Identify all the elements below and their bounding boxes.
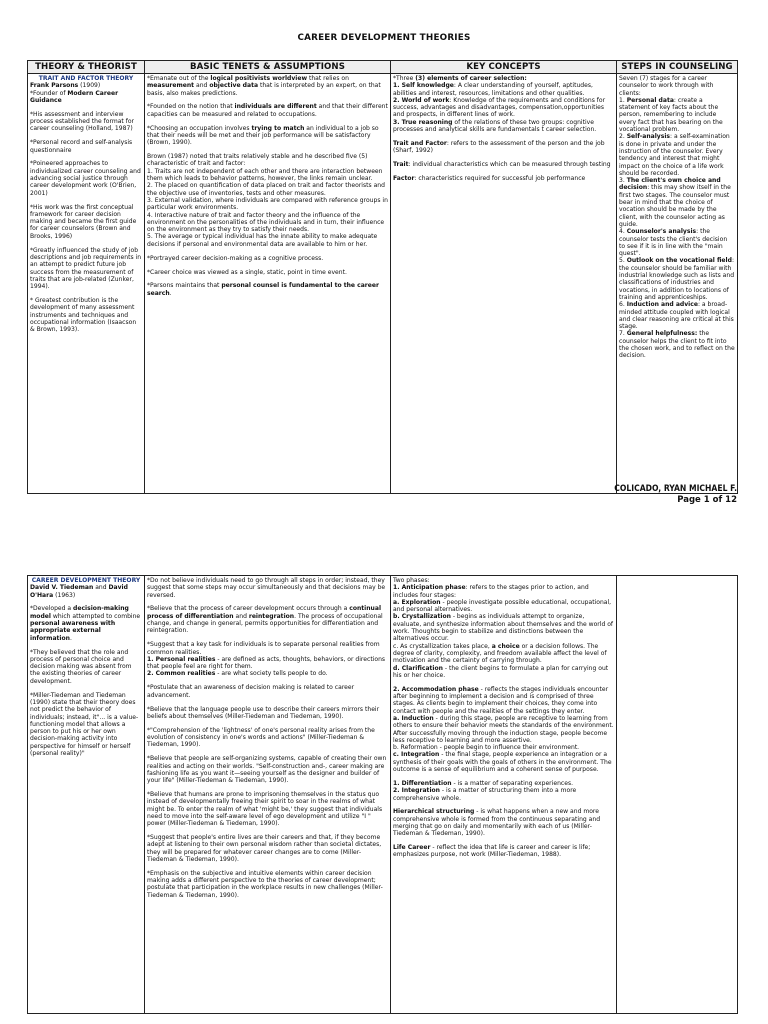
theory-cell xyxy=(28,576,145,1014)
concept: 2. Integration - is a matter of structuring them into a more comprehensive whole. xyxy=(393,787,577,802)
step: 1. Personal data: create a statement of key facts about the person, remembering to include every fact that has bearing on the vocational problem. xyxy=(619,96,723,134)
concept: Hierarchical structuring - is what happens when a new and more comprehensive whole is formed from the continuous separating and merging that go on daily and momentarily with each of us (Miller-Tiedeman & Tiedeman, 1990). xyxy=(393,808,601,838)
theory-note: *Developed a decision-making model which attempted to combine personal awareness with appropriate external information. xyxy=(30,605,141,642)
theory-note: *Greatly influenced the study of job descriptions and job requirements in an attempt to predict future job success from the measurement of traits that are job-related (Zunker, 1994). xyxy=(30,246,142,291)
header-theory: THEORY & THEORIST xyxy=(28,61,145,74)
step: 3. The client's own choice and decision: this may show itself in the first two stages. The counselor must bear in mind that the choice of vocation should be made by the client, with the counselor acting as guide. xyxy=(619,177,731,228)
tenet-brown: Brown (1987) noted that traits relatively stable and he described five (5) characteristic of trait and factor: 1. Traits are not independent of each other and there are interaction between them which leads to behavior patterns, however, the links remain unclear. 2. The placed on quantification of data placed on trait and factor theorists and the objective use of inventories, tests and other measures. 3. External validation, where individuals are compared with reference groups in particular work environments. 4. Interactive nature of trait and factor theory and the influence of the environment on the personalities of the individuals and in turn, their influence on the environment as they try to satisfy their needs. 5. The average or typical individual has the innate ability to make adequate decisions if personal and environmental data are available to him or her. xyxy=(147,153,388,248)
theory-note: *They believed that the role and process of personal choice and decision making was absent from the existing theories of career development. xyxy=(30,648,132,685)
tenet: *Emphasis on the subjective and intuitive elements within career decision making adds a different perspective to the theories of career development; postulate that participation in the workplace results in new challenges (Miller-Tiedeman & Tiedeman, 1990). xyxy=(147,869,383,899)
concept: c. As crystallization takes place, a choice or a decision follows. The degree of clarity, complexity, and freedom available affect the level of motivation and the certainty of carrying through. xyxy=(393,642,607,665)
theory-note: * Greatest contribution is the development of many assessment instruments and techniques and occupational information (Isaacson & Brown, 1993). xyxy=(30,296,137,334)
theory-name: CAREER DEVELOPMENT THEORY xyxy=(31,577,141,584)
concept: Two phases: xyxy=(393,577,430,584)
theorist-line: Frank Parsons (1909) xyxy=(30,82,101,90)
steps-intro: Seven (7) stages for a career counselor to work through with clients: xyxy=(619,75,714,97)
theory-note: *Poineered approaches to individualized career counseling and advancing social justice through career development work (O'Brien, 2001) xyxy=(30,160,141,197)
concept: Trait and Factor: refers to the assessment of the person and the job (Sharf, 1992) xyxy=(393,139,605,155)
concept: b. Reformation - people begin to influence their environment. xyxy=(393,744,580,752)
header-row xyxy=(28,61,738,74)
tenet: *Choosing an occupation involves trying to match an individual to a job so that their needs will be met and their job performance will be satisfactory (Brown, 1990). xyxy=(147,124,379,147)
steps-cell-empty xyxy=(617,576,738,1014)
tenet: *Believe that the process of career development occurs through a continual process of differentiation and reintegration. The process of occupational change, and change in general, permits opportunities for differentiation and reintegration. xyxy=(147,605,383,635)
concept: c. Integration - the final stage, people experience an integration or a synthesis of their goals with the goals of others in the environment. The outcome is a sense of equilibrium and a coherent sense of purpose. xyxy=(393,751,612,774)
concept: *Three (3) elements of career selection: 1. Self knowledge: A clear understanding of yourself, aptitudes, abilities and interest, resources, limitations and other qualities. 2. World of work: Knowledge of the requirements and conditions for success, advantages and disadvantages, compensation,opportunities and prospects, in different lines of work. 3. True reasoning of the relations of these two groups: cognitive processes and analytical skills are fundamentals t career selection. xyxy=(393,75,606,134)
concept: Life Career - reflect the idea that life is career and career is life; emphasizes purpose, not work (Miller-Tiedeman, 1988). xyxy=(393,844,591,859)
theory-note: *His work was the first conceptual framework for career decision making and became the first guide for career counselors (Brown and Brooks, 1996) xyxy=(30,203,137,240)
tenets-cell xyxy=(145,576,391,1014)
concept: 2. Accommodation phase - reflects the stages individuals encounter after beginning to implement a decision and is comprised of three stages. As clients begin to implement their choices, they come into contact with people and the realities of the settings they enter. xyxy=(393,685,609,715)
concept: 1. Differentiation - is a matter of separating experiences. xyxy=(393,779,574,787)
concept: a. Exploration - people investigate possible educational, occupational, and personal alternatives. xyxy=(393,598,612,614)
theory-cell xyxy=(28,74,145,494)
header-tenets: BASIC TENETS & ASSUMPTIONS xyxy=(145,61,391,74)
concepts-cell xyxy=(391,74,617,494)
table-row xyxy=(28,74,738,494)
concept: 1. Anticipation phase: refers to the stages prior to action, and includes four stages: xyxy=(393,584,589,599)
document-title: CAREER DEVELOPMENT THEORIES xyxy=(297,33,471,43)
tenet: *Suggest that people's entire lives are their careers and that, if they become adept at listening to their own personal wisdom rather than societal dictates, they will be prepared for whatever career changes are to come (Miller-Tiedeman & Tiedeman, 1990). xyxy=(147,834,382,863)
theory-note: *Miller-Tiedeman and Tiedeman (1990) state that their theory does not predict the behavior of individuals; instead, it"... is a value-functioning model that allows a person to put his or her own decision-making activity into perspective for himself or herself (personal reality)" xyxy=(30,691,139,758)
theory-name: TRAIT AND FACTOR THEORY xyxy=(38,75,134,82)
tenet: *Do not believe individuals need to go through all steps in order; instead, they suggest that some steps may occur simultaneously and that decisions may be reversed. xyxy=(147,577,386,599)
tenets-cell xyxy=(145,74,391,494)
theory-note: *Personal record and self-analysis questionnaire xyxy=(30,139,133,154)
theories-table-page-2 xyxy=(27,575,738,1014)
step: 4. Counselor's analysis: the counselor tests the client's decision to see if it is in line with the "main quest". xyxy=(619,228,728,258)
tenet: *Believe that people are self-organizing systems, capable of creating their own realities and acting on their worlds. "Self-construction and-, career making are fashioning life as you want it—seeing yourself as the designer and builder of your life" (Miller-Tiedeman & Tiedeman, 1990). xyxy=(147,755,387,785)
step: 5. Outlook on the vocational field: the counselor should be familiar with industrial knowledge such as lists and classifications of industries and vocations, in addition to locations of training and apprenticeships. xyxy=(619,257,735,301)
tenet: *Postulate that an awareness of decision making is related to career advancement. xyxy=(147,684,355,699)
tenet: *Emanate out of the logical positivists worldview that relies on measurement and objective data that is interpreted by an expert, on that basis, also makes predictions. xyxy=(147,75,381,97)
tenet: *Believe that humans are prone to imprisoning themselves in the status quo instead of developmentally freeing their spirit to soar in the realms of what might be. To enter the realm of what 'might be,' they suggest that individuals need to move into the self-aware level of ego development and utilize "I " power (Miller-Tiedeman & Tiedeman, 1990). xyxy=(147,790,383,828)
step: 7. General helpfulness: the counselor helps the client to fit into the chosen work, and to reflect on the decision. xyxy=(619,330,735,360)
founder-line: *Founder of Modern Career Guidance xyxy=(30,89,119,104)
tenet: *Career choice was viewed as a single, static, point in time event. xyxy=(147,268,347,276)
tenet: *Parsons maintains that personal counsel is fundamental to the career search. xyxy=(147,282,379,297)
tenet: *Portrayed career decision-making as a cognitive process. xyxy=(147,254,324,262)
step: 6. Induction and advice: a broad-minded attitude coupled with logical and clear reasoning are critical at this stage. xyxy=(619,301,734,331)
theorist-line: David V. Tiedeman and David O'Hara (1963) xyxy=(30,584,128,599)
footer-author: COLICADO, RYAN MICHAEL F. xyxy=(614,484,737,494)
header-steps: STEPS IN COUNSELING xyxy=(617,61,738,74)
table-row xyxy=(28,576,738,1014)
tenet: *Believe that the language people use to describe their careers mirrors their beliefs about themselves (Miller-Tiedeman and Tiedeman, 1990). xyxy=(147,705,380,720)
concept: b. Crystallization - begins as individuals attempt to organize, evaluate, and synthesize information about themselves and the world of work. Thoughts begin to stabilize and distinctions between the alternatives occur. xyxy=(393,613,614,643)
theory-note: *His assessment and interview process established the format for career counseling (Holland, 1987) xyxy=(30,110,135,133)
tenet: *Suggest that a key task for individuals is to separate personal realities from common realities. 1. Personal realities - are defined as acts, thoughts, behaviors, or directions that people feel are right for them. 2. Common realities - are what society tells people to do. xyxy=(147,641,386,678)
concept: Factor: characteristics required for successful job performance xyxy=(393,175,586,183)
concepts-cell xyxy=(391,576,617,1014)
tenet: *"Comprehension of the 'lightness' of one's personal reality arises from the evolution of consistency in one's words and actions" (Miller-Tiedeman & Tiedeman, 1990). xyxy=(147,726,375,749)
steps-cell xyxy=(617,74,738,494)
tenet: *Founded on the notion that individuals are different and that their different capacities can be measured and related to occupations. xyxy=(147,103,388,118)
concept: d. Clarification - the client begins to formulate a plan for carrying out his or her choice. xyxy=(393,664,609,679)
footer-page-number: Page 1 of 12 xyxy=(677,495,737,505)
step: 2. Self-analysis: a self-examination is done in private and under the instruction of the counselor. Every tendency and interest that might impact on the choice of a life work should be recorded. xyxy=(619,133,730,177)
concept: Trait: individual characteristics which can be measured through testing xyxy=(393,161,611,169)
concept: a. Induction - during this stage, people are receptive to learning from others to ensure their behavior meets the standards of the environment. After successfully moving through the induction stage, people become less receptive to learning and more assertive. xyxy=(393,714,614,744)
header-concepts: KEY CONCEPTS xyxy=(391,61,617,74)
theories-table-page-1 xyxy=(27,60,738,494)
